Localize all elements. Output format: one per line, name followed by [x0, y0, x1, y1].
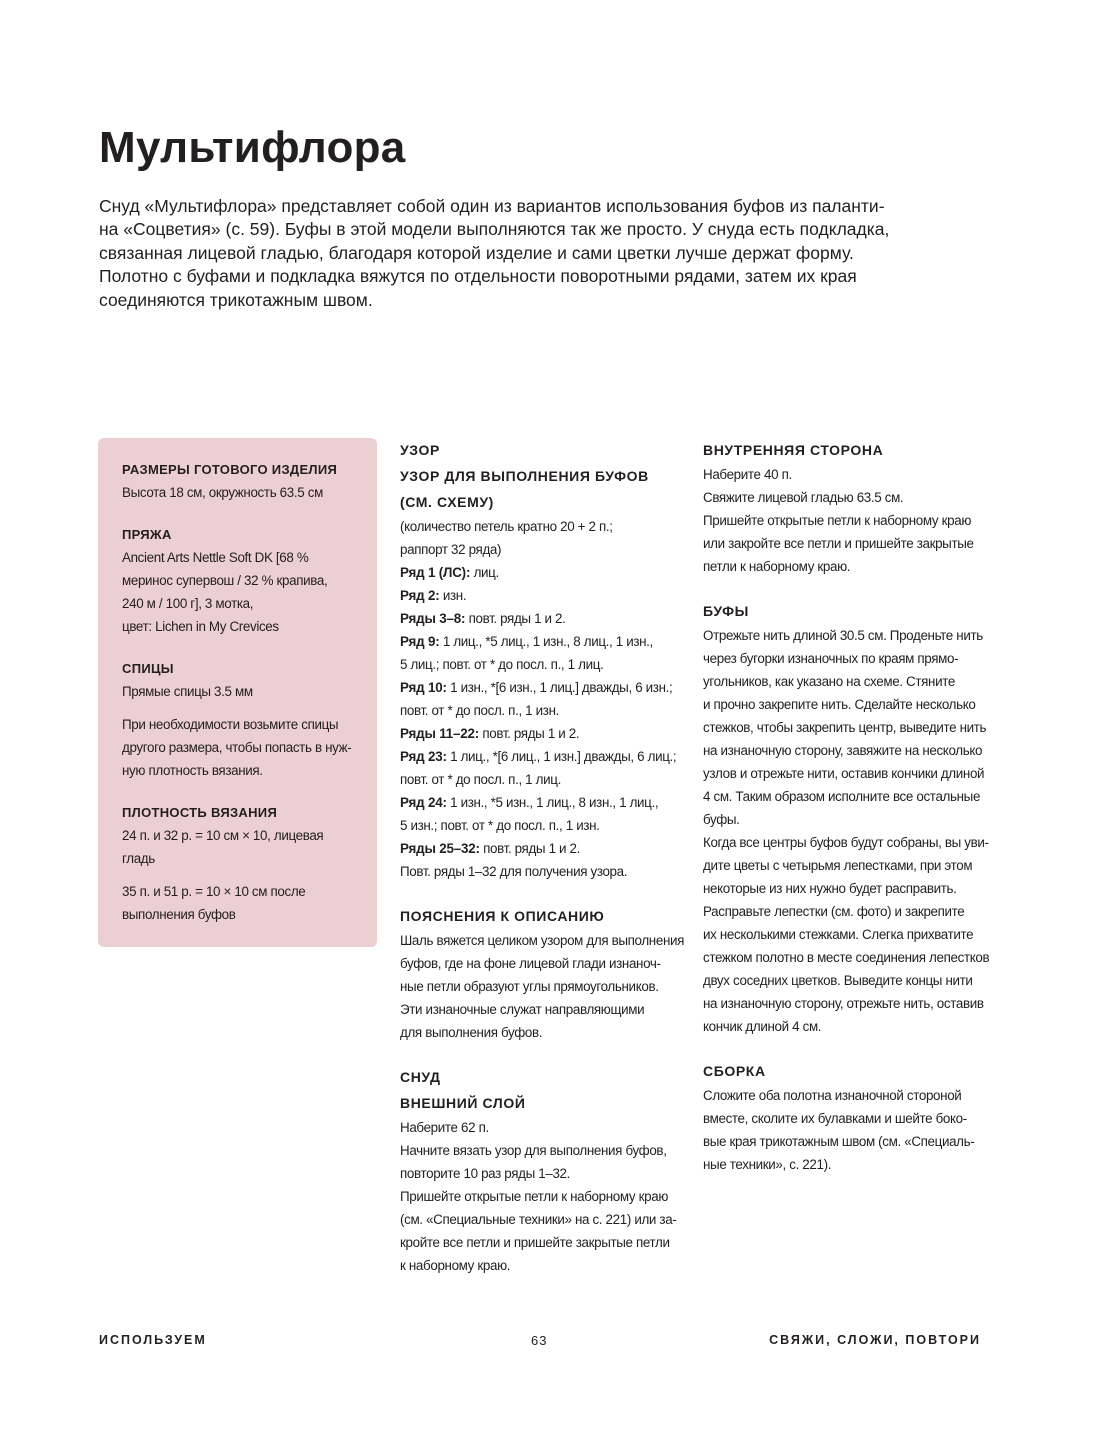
pattern-row-continued: повт. от * до посл. п., 1 изн. [400, 703, 559, 718]
yarn-heading: ПРЯЖА [122, 527, 172, 542]
pattern-note: (количество петель кратно 20 + 2 п.; раппорт 32 ряда) [400, 519, 613, 557]
pattern-row-continued: повт. от * до посл. п., 1 лиц. [400, 772, 561, 787]
pattern-subheading: УЗОР ДЛЯ ВЫПОЛНЕНИЯ БУФОВ [400, 468, 649, 484]
pattern-row: Ряд 23: 1 лиц., *[6 лиц., 1 изн.] дважды, 6 лиц.; [400, 749, 677, 764]
bufs-text: Отрежьте нить длиной 30.5 см. Проденьте нить через бугорки изнаночных по краям прямо- угольников, как указано на схеме. Стяните и прочно закрепите нить. Сделайте несколько стежков, чтобы закрепить центр, выведите нить на изнаночную сторону, завяжите на несколько узлов и отрежьте нити, оставив кончики длиной 4 см. Таким образом исполните все остальные буфы. Когда все центры буфов будут собраны, вы уви- дите цветы с четырьмя лепестками, при этом некоторые из них нужно будет расправить. Расправьте лепестки (см. фото) и закрепите их несколькими стежками. Слегка прихватите стежком полотно в месте соединения лепестков двух соседних цветков. Выведите концы нити на изнаночную сторону, отрежьте нить, оставив кончик длиной 4 см. [703, 628, 990, 1034]
sizes-heading: РАЗМЕРЫ ГОТОВОГО ИЗДЕЛИЯ [122, 462, 338, 477]
footer-section-label: ИСПОЛЬЗУЕМ [99, 1333, 207, 1347]
inner-side-heading: ВНУТРЕННЯЯ СТОРОНА [703, 442, 884, 458]
intro-line: Снуд «Мультифлора» представляет собой один из вариантов использования буфов из паланти- [99, 196, 885, 216]
pattern-heading: УЗОР [400, 442, 440, 458]
pattern-chart-reference: (СМ. СХЕМУ) [400, 494, 494, 510]
gauge-heading: ПЛОТНОСТЬ ВЯЗАНИЯ [122, 805, 278, 820]
page-title: Мультифлора [99, 123, 406, 172]
needles-note: При необходимости возьмите спицы другого размера, чтобы попасть в нуж- ную плотность вязания. [122, 717, 352, 778]
intro-paragraph [99, 195, 999, 312]
page-number: 63 [531, 1333, 548, 1348]
gauge-text-bufs: 35 п. и 51 р. = 10 × 10 см после выполнения буфов [122, 884, 306, 922]
pattern-row: Ряды 11–22: повт. ряды 1 и 2. [400, 726, 580, 741]
intro-line: на «Соцветия» (с. 59). Буфы в этой модели выполняются так же просто. У снуда есть подкладка, [99, 219, 890, 240]
pattern-rows [400, 561, 690, 883]
needles-text: Прямые спицы 3.5 мм [122, 684, 253, 699]
pattern-repeat: Повт. ряды 1–32 для получения узора. [400, 864, 628, 879]
explanation-text: Шаль вяжется целиком узором для выполнения буфов, где на фоне лицевой глади изнаноч- ные петли образуют углы прямоугольников. Эти изнаночные служат направляющими для выполнения буфов. [400, 933, 685, 1040]
pattern-row-continued: 5 лиц.; повт. от * до посл. п., 1 лиц. [400, 657, 604, 672]
pattern-row: Ряд 10: 1 изн., *[6 изн., 1 лиц.] дважды, 6 изн.; [400, 680, 673, 695]
inner-side-text: Наберите 40 п. Свяжите лицевой гладью 63.5 см. Пришейте открытые петли к наборному краю или закройте все петли и пришейте закрытые петли к наборному краю. [703, 467, 974, 574]
pattern-row: Ряды 3–8: повт. ряды 1 и 2. [400, 611, 566, 626]
assembly-text: Сложите оба полотна изнаночной стороной вместе, сколите их булавками и шейте боко- вые края трикотажным швом (см. «Специаль- ные техники», с. 221). [703, 1088, 975, 1172]
materials-sidebar [98, 438, 377, 947]
intro-line: связанная лицевой гладью, благодаря которой изделие и сами цветки лучше держат форму. [99, 242, 854, 263]
pattern-row: Ряд 9: 1 лиц., *5 лиц., 1 изн., 8 лиц., 1 изн., [400, 634, 653, 649]
pattern-column [400, 437, 690, 1277]
intro-line: Полотно с буфами и подкладка вяжутся по отдельности поворотными рядами, затем их края [99, 266, 857, 287]
outer-layer-text: Наберите 62 п. Начните вязать узор для выполнения буфов, повторите 10 раз ряды 1–32. Пришейте открытые петли к наборному краю (см. «Специальные техники» на с. 221) или за- кройте все петли и пришейте закрытые петли к наборному краю. [400, 1120, 677, 1273]
bufs-heading: БУФЫ [703, 603, 749, 619]
pattern-row: Ряд 1 (ЛС): лиц. [400, 565, 499, 580]
explanation-heading: ПОЯСНЕНИЯ К ОПИСАНИЮ [400, 908, 605, 924]
pattern-row: Ряд 2: изн. [400, 588, 467, 603]
outer-layer-heading: ВНЕШНИЙ СЛОЙ [400, 1095, 526, 1111]
assembly-heading: СБОРКА [703, 1063, 766, 1079]
finishing-column [703, 437, 993, 1176]
pattern-row: Ряд 24: 1 изн., *5 изн., 1 лиц., 8 изн., 1 лиц., [400, 795, 659, 810]
needles-heading: СПИЦЫ [122, 661, 174, 676]
snood-heading: СНУД [400, 1069, 441, 1085]
intro-line: соединяются трикотажным швом. [99, 289, 373, 310]
sizes-text: Высота 18 см, окружность 63.5 см [122, 485, 323, 500]
yarn-text: Ancient Arts Nettle Soft DK [68 % меринос супервош / 32 % крапива, 240 м / 100 г], 3 мотка, цвет: Lichen in My Crevices [122, 550, 328, 634]
pattern-row: Ряды 25–32: повт. ряды 1 и 2. [400, 841, 581, 856]
gauge-text-stockinette: 24 п. и 32 р. = 10 см × 10, лицевая гладь [122, 828, 324, 866]
footer-book-title: СВЯЖИ, СЛОЖИ, ПОВТОРИ [769, 1333, 981, 1347]
pattern-row-continued: 5 изн.; повт. от * до посл. п., 1 изн. [400, 818, 600, 833]
